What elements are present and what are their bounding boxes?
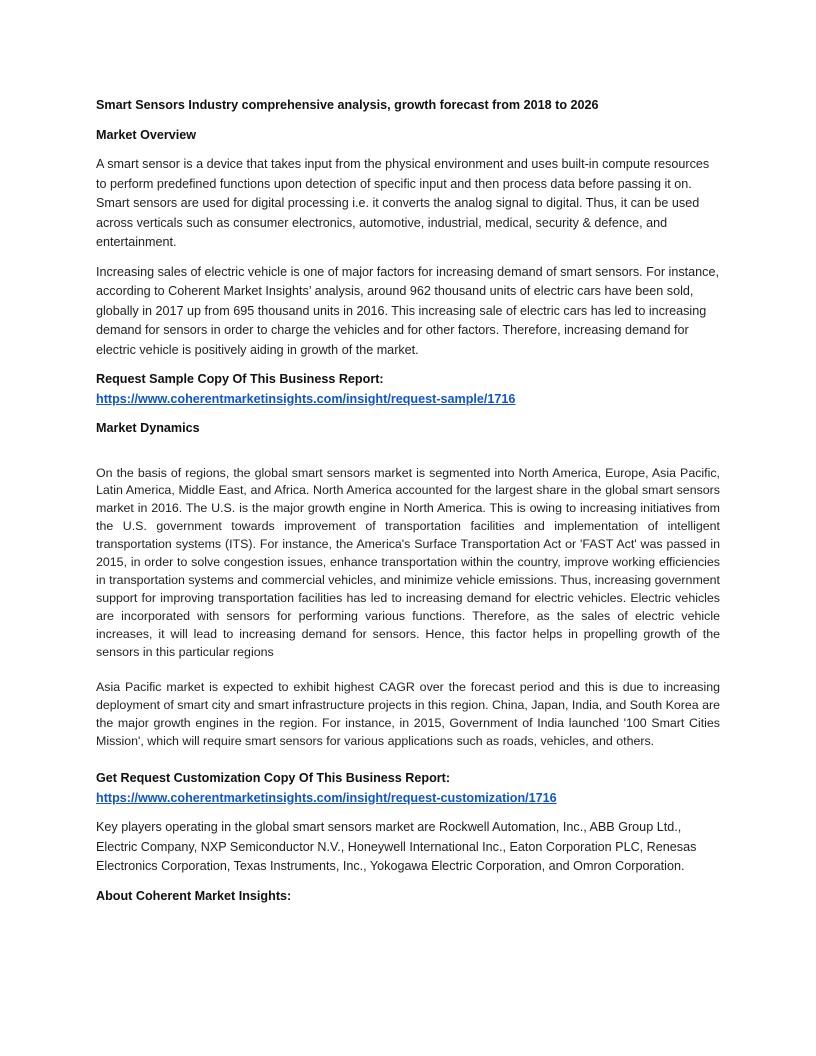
document-body [96, 96, 720, 916]
customization-request-label: Get Request Customization Copy Of This Business Report: [96, 771, 451, 786]
document-title: Smart Sensors Industry comprehensive analysis, growth forecast from 2018 to 2026 [96, 98, 599, 112]
sample-request-link[interactable]: https://www.coherentmarketinsights.com/insight/request-sample/1716 [96, 391, 516, 406]
dynamics-paragraph-2: Asia Pacific market is expected to exhibit highest CAGR over the forecast period and this is due to increasing deployment of smart city and smart infrastructure projects in this region. China, Japan, India, and South Korea are the major growth engines in the region. For instance, in 2015, Government of India launched '100 Smart Cities Mission', which will require smart sensors for various applications such as roads, vehicles, and others. [96, 680, 720, 749]
overview-paragraph-1: A smart sensor is a device that takes input from the physical environment and uses built-in compute resources to perform predefined functions upon detection of specific input and then process data before passing it on. Smart sensors are used for digital processing i.e. it converts the analog signal to digital. Thus, it can be used across verticals such as consumer electronics, automotive, industrial, medical, security & defence, and entertainment. [96, 157, 710, 249]
sample-request-block [96, 370, 720, 409]
dynamics-paragraph-1: On the basis of regions, the global smart sensors market is segmented into North America, Europe, Asia Pacific, Latin America, Middle East, and Africa. North America accounted for the largest share in the global smart sensors market in 2016. The U.S. is the major growth engine in North America. This is owing to increasing initiatives from the U.S. government towards improvement of transportation facilities and implementation of intelligent transportation systems (ITS). For instance, the America's Surface Transportation Act or 'FAST Act' was passed in 2015, in order to solve congestion issues, enhance transportation within the country, improve working efficiencies in transportation systems and commercial vehicles, and minimize vehicle emissions. Thus, increasing government support for improving transportation facilities has led to increasing demand for electric vehicles. Electric vehicles are incorporated with sensors for performing various functions. Therefore, as the sales of electric vehicle increases, it will lead to increasing demand for sensors. Hence, this factor helps in propelling growth of the sensors in this particular regions [96, 465, 720, 659]
market-dynamics-heading: Market Dynamics [96, 421, 200, 435]
about-heading: About Coherent Market Insights: [96, 888, 292, 903]
sample-request-label: Request Sample Copy Of This Business Report: [96, 372, 384, 386]
key-players-paragraph: Key players operating in the global smart sensors market are Rockwell Automation, Inc., ABB Group Ltd., Electric Company, NXP Semiconductor N.V., Honeywell International Inc., Eaton Corporation PLC, Renesas Electronics Corporation, Texas Instruments, Inc., Yokogawa Electric Corporation, and Omron Corporation. [96, 820, 697, 874]
market-overview-heading: Market Overview [96, 127, 197, 142]
customization-request-link[interactable]: https://www.coherentmarketinsights.com/insight/request-customization/1716 [96, 790, 557, 805]
overview-paragraph-2: Increasing sales of electric vehicle is one of major factors for increasing demand of smart sensors. For instance, according to Coherent Market Insights’ analysis, around 962 thousand units of electric cars have been sold, globally in 2017 up from 695 thousand units in 2016. This increasing sale of electric cars has led to increasing demand for sensors in order to charge the vehicles and for other factors. Therefore, increasing demand for electric vehicle is positively aiding in growth of the market. [96, 264, 719, 357]
customization-request-block [96, 769, 720, 808]
